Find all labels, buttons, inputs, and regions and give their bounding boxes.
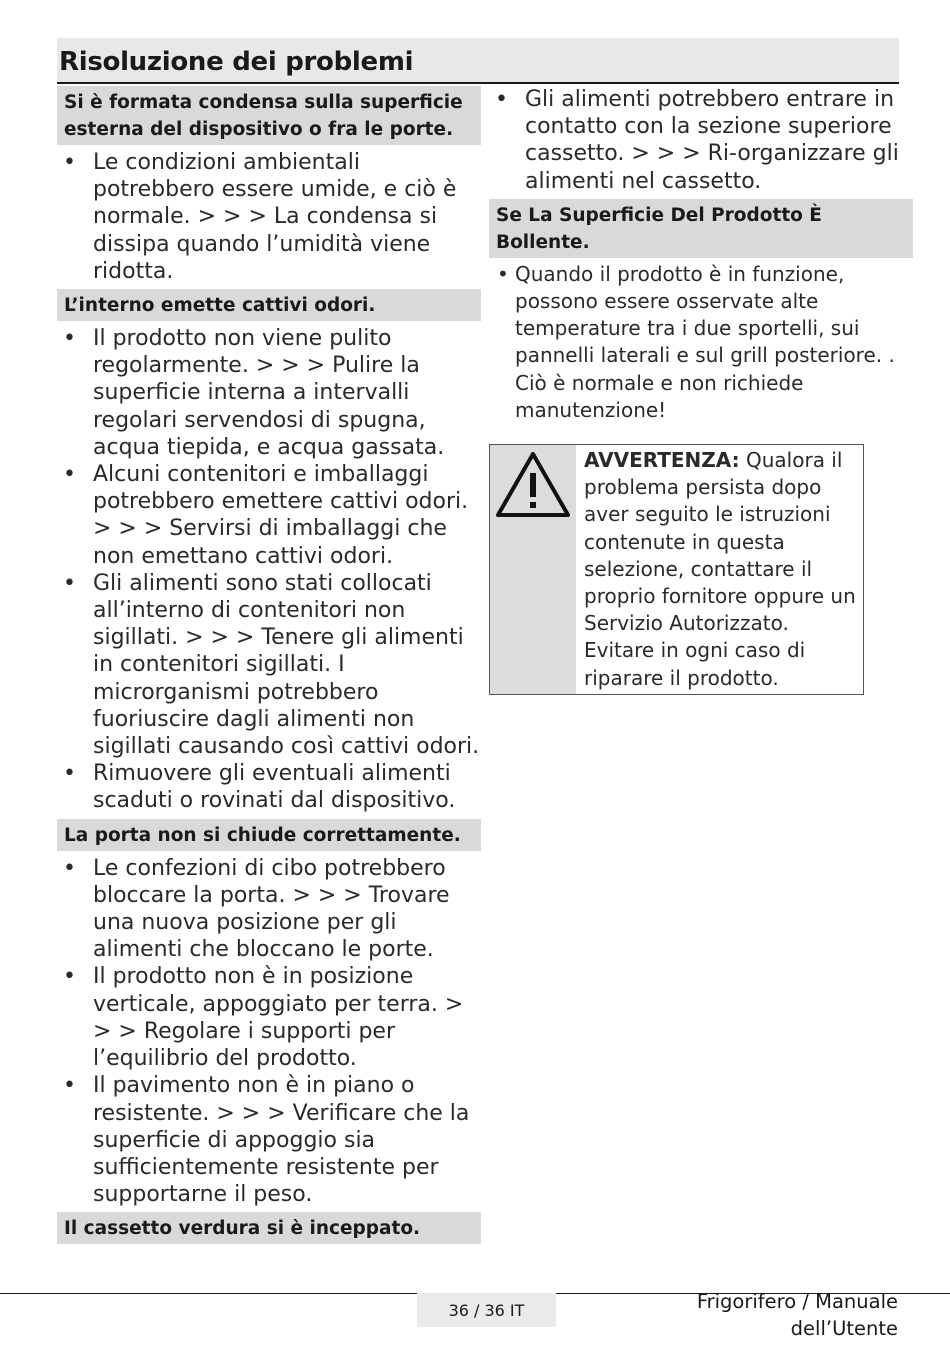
- list-item: • Quando il prodotto è in funzione, possono essere osservate alte temperature tra i due sportelli, sui pannelli laterali e sul grill posteriore. . Ciò è normale e non richiede manutenzione!: [489, 261, 913, 424]
- section-heading-door: La porta non si chiude correttamente.: [57, 819, 481, 851]
- page-title: Risoluzione dei problemi: [59, 47, 414, 77]
- list-item: • Rimuovere gli eventuali alimenti scaduti o rovinati dal dispositivo.: [57, 760, 481, 814]
- list-item: • Il prodotto non è in posizione verticale, appoggiato per terra. > > > Regolare i supporti per l’equilibrio del prodotto.: [57, 963, 481, 1072]
- crisper-list: [489, 86, 913, 199]
- list-item: • Gli alimenti sono stati collocati all’interno di contenitori non sigillati. > > > Tenere gli alimenti in contenitori sigillati. I microrganismi potrebbero fuoriuscire dagli alimenti non sigillati causando così cattivi odori.: [57, 570, 481, 760]
- hot-surface-list: [489, 258, 913, 434]
- list-item: • Gli alimenti potrebbero entrare in contatto con la sezione superiore cassetto. > > > Ri-organizzare gli alimenti nel cassetto.: [489, 86, 913, 195]
- warning-label: AVVERTENZA:: [584, 448, 740, 473]
- section-heading-crisper: Il cassetto verdura si è inceppato.: [57, 1212, 481, 1244]
- door-list: [57, 851, 481, 1213]
- page-header: [57, 38, 899, 84]
- warning-box: [489, 444, 864, 695]
- page-number: 36 / 36 IT: [417, 1293, 556, 1327]
- warning-text: [576, 445, 863, 694]
- list-item: • Le condizioni ambientali potrebbero essere umide, e ciò è normale. > > > La condensa si dissipa quando l’umidità viene ridotta.: [57, 149, 481, 285]
- section-heading-condensation: Si è formata condensa sulla superficie esterna del dispositivo o fra le porte.: [57, 86, 481, 145]
- section-heading-hot-surface: Se La Superficie Del Prodotto È Bollente.: [489, 199, 913, 258]
- footer-label: [658, 1288, 898, 1342]
- list-item: • Alcuni contenitori e imballaggi potrebbero emettere cattivi odori. > > > Servirsi di imballaggi che non emettano cattivi odori.: [57, 461, 481, 570]
- left-column: [57, 86, 481, 1244]
- list-item: • Il pavimento non è in piano o resistente. > > > Verificare che la superficie di appoggio sia sufficientemente resistente per supportarne il peso.: [57, 1072, 481, 1208]
- odors-list: [57, 321, 481, 819]
- warning-triangle-icon: [490, 445, 576, 694]
- warning-body: Qualora il problema persista dopo aver seguito le istruzioni contenute in questa selezione, contattare il proprio fornitore oppure un Servizio Autorizzato. Evitare in ogni caso di riparare il prodotto.: [584, 448, 856, 690]
- section-heading-odors: L’interno emette cattivi odori.: [57, 289, 481, 321]
- right-column: [489, 86, 913, 695]
- condensation-list: [57, 145, 481, 289]
- list-item: • Il prodotto non viene pulito regolarmente. > > > Pulire la superficie interna a intervalli regolari servendosi di spugna, acqua tiepida, e acqua gassata.: [57, 325, 481, 461]
- footer-label-line2: dell’Utente: [790, 1317, 898, 1340]
- footer-label-line1: Frigorifero / Manuale: [696, 1290, 898, 1313]
- list-item: • Le confezioni di cibo potrebbero bloccare la porta. > > > Trovare una nuova posizione per gli alimenti che bloccano le porte.: [57, 855, 481, 964]
